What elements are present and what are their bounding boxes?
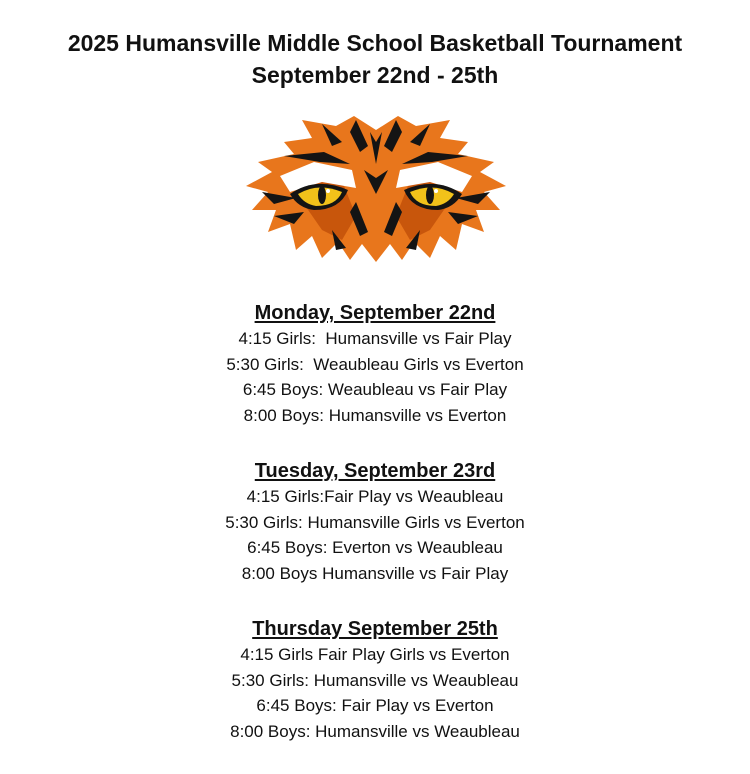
game-item: 6:45 Boys: Fair Play vs Everton xyxy=(256,696,494,715)
game-item: 5:30 Girls: Humansville vs Weaubleau xyxy=(231,670,519,690)
game-item: 6:45 Boys: Everton vs Weaubleau xyxy=(247,538,503,557)
game-item: 8:00 Boys: Humansville vs Everton xyxy=(243,405,507,425)
day-heading: Thursday September 25th xyxy=(252,618,498,640)
game-item: 4:15 Girls: Humansville vs Fair Play xyxy=(238,329,512,348)
game-item: 8:00 Boys: Humansville vs Weaubleau xyxy=(230,721,520,741)
page-subtitle-dates: September 22nd - 25th xyxy=(251,62,499,88)
game-item: 4:15 Girls Fair Play Girls vs Everton xyxy=(240,645,510,664)
day-heading: Monday, September 22nd xyxy=(254,302,496,324)
tournament-schedule xyxy=(0,300,750,744)
page-title: 2025 Humansville Middle School Basketball Tournament xyxy=(67,30,683,56)
day-schedule-thursday xyxy=(0,616,750,744)
tiger-eyes-icon xyxy=(244,112,508,262)
game-item: 6:45 Boys: Weaubleau vs Fair Play xyxy=(242,380,508,399)
game-item: 8:00 Boys Humansville vs Fair Play xyxy=(241,563,509,583)
day-schedule-monday xyxy=(0,300,750,428)
game-item: 4:15 Girls:Fair Play vs Weaubleau xyxy=(246,487,504,506)
day-schedule-tuesday xyxy=(0,458,750,586)
day-heading: Tuesday, September 23rd xyxy=(254,460,496,482)
game-item: 5:30 Girls: Weaubleau Girls vs Everton xyxy=(226,354,524,374)
game-item: 5:30 Girls: Humansville Girls vs Everton xyxy=(225,512,525,532)
